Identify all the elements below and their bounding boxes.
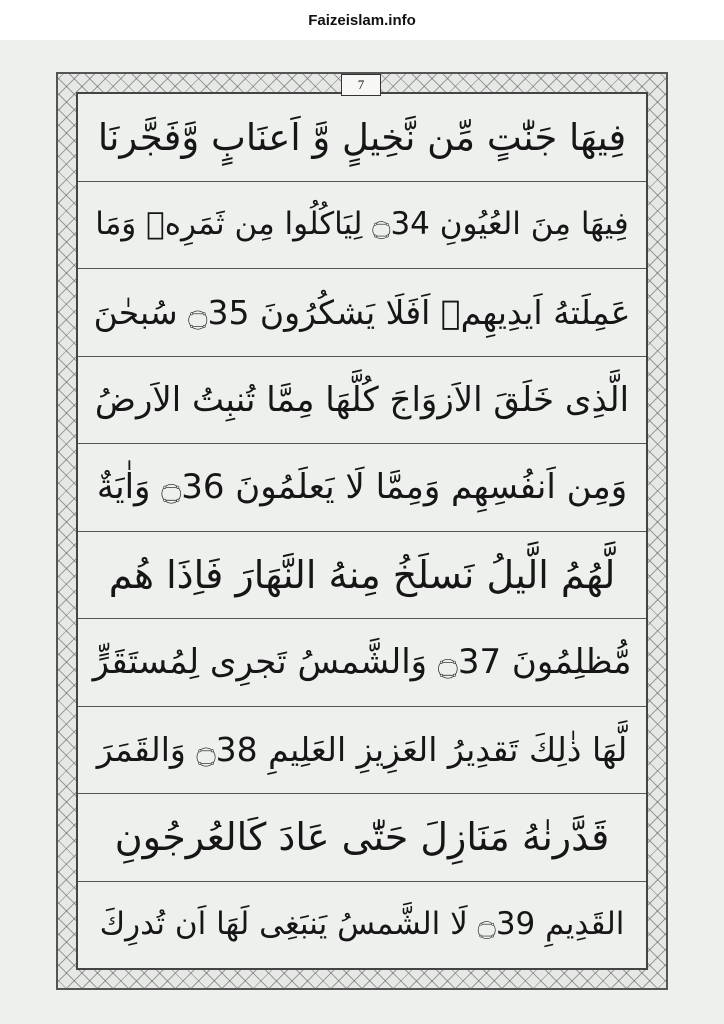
verse-line-2	[78, 182, 646, 270]
page-number: 7	[341, 74, 381, 96]
verse-line-10	[78, 882, 646, 969]
verse-line-4	[78, 357, 646, 445]
quran-page	[0, 40, 724, 1024]
verse-line-3	[78, 269, 646, 357]
verse-text: القَدِيمِ ۝39 لَا الشَّمسُ يَنبَغِى لَهَا اَن تُدرِكَ	[99, 906, 625, 943]
verse-text: فِيهَا جَنّٰتٍ مِّن نَّخِيلٍ وَّ اَعنَابٍ وَّفَجَّرنَا	[97, 115, 627, 159]
verse-text: مُّظلِمُونَ ۝37 وَالشَّمسُ تَجرِى لِمُستَقَرٍّ	[92, 642, 632, 683]
verse-text: لَّهُمُ الَّيلُ نَسلَخُ مِنهُ النَّهَارَ فَاِذَا هُم	[108, 552, 616, 597]
verse-line-9	[78, 794, 646, 882]
verse-line-1	[78, 94, 646, 182]
verse-text: لَّهَا ذٰلِكَ تَقدِيرُ العَزِيزِ العَلِيمِ ۝38 وَالقَمَرَ	[96, 730, 628, 770]
site-title: Faizeislam.info	[308, 11, 416, 29]
verse-text: فِيهَا مِنَ العُيُونِ ۝34 لِيَاكُلُوا مِن ثَمَرِهٖ وَمَا	[95, 206, 629, 243]
site-header	[0, 0, 724, 40]
verse-text: وَمِن اَنفُسِهِم وَمِمَّا لَا يَعلَمُونَ ۝36 وَاٰيَةٌ	[96, 467, 628, 508]
verse-line-7	[78, 619, 646, 707]
verse-lines	[78, 94, 646, 968]
verse-line-8	[78, 707, 646, 795]
verse-text: عَمِلَتهُ اَيدِيهِمۡ اَفَلَا يَشكُرُونَ ۝35 سُبحٰنَ	[93, 292, 631, 332]
verse-line-6	[78, 532, 646, 620]
verse-text: قَدَّرنٰهُ مَنَازِلَ حَتّٰى عَادَ كَالعُرجُونِ	[114, 815, 610, 860]
verse-line-5	[78, 444, 646, 532]
verse-text: الَّذِى خَلَقَ الاَزوَاجَ كُلَّهَا مِمَّا تُنبِتُ الاَرضُ	[94, 379, 630, 420]
